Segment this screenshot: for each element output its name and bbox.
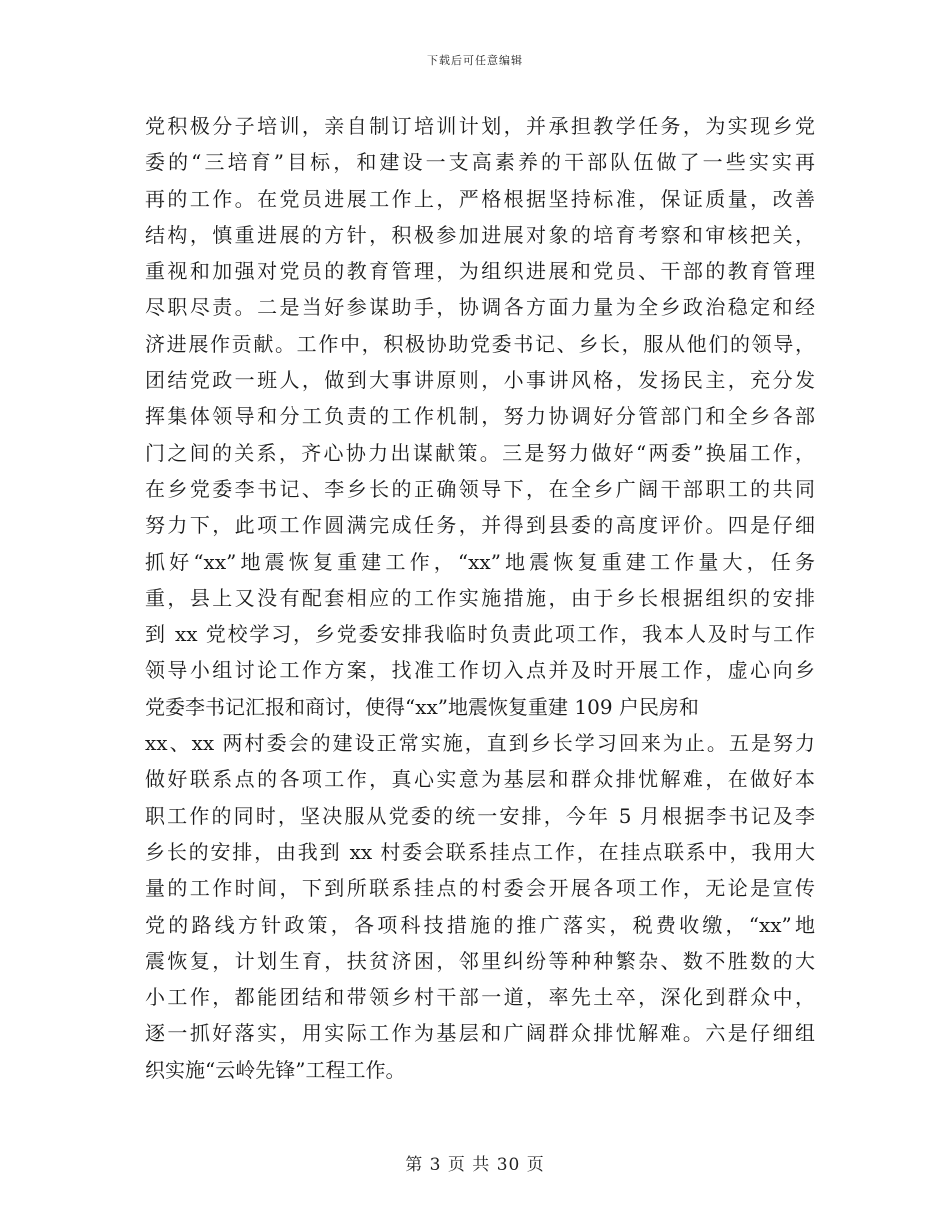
page-number: 第 3 页 共 30 页 [405,1155,545,1175]
text-line: 党积极分子培训，亲自制订培训计划，并承担教学任务，为实现乡党 [145,114,815,138]
text-line: 党的路线方针政策，各项科技措施的推广落实，税费收缴，“xx”地 [145,912,815,937]
text-line: 织实施“云岭先锋”工程工作。 [145,1057,406,1082]
text-line: 重视和加强对党员的教育管理，为组织进展和党员、干部的教育管理 [145,259,815,284]
text-line: 委的“三培育”目标，和建设一支高素养的干部队伍做了一些实实再 [145,150,815,175]
text-line: 尽职尽责。二是当好参谋助手，协调各方面力量为全乡政治稳定和经 [145,295,815,320]
text-line: 逐一抓好落实，用实际工作为基层和广阔群众排忧解难。六是仔细组 [145,1021,815,1046]
text-line: 职工作的同时，坚决服从党委的统一安排，今年 5 月根据李书记及李 [145,803,815,828]
text-line: 在乡党委李书记、李乡长的正确领导下，在全乡广阔干部职工的共同 [145,476,815,501]
text-line: 领导小组讨论工作方案，找准工作切入点并及时开展工作，虚心向乡 [145,658,815,683]
text-line: 团结党政一班人，做到大事讲原则，小事讲风格，发扬民主，充分发 [145,368,815,393]
text-line: 挥集体领导和分工负责的工作机制，努力协调好分管部门和全乡各部 [145,404,815,429]
text-line: 再的工作。在党员进展工作上，严格根据坚持标准，保证质量，改善 [145,186,815,211]
text-line: 门之间的关系，齐心协力出谋献策。三是努力做好“两委”换届工作， [145,440,815,465]
text-line: 济进展作贡献。工作中，积极协助党委书记、乡长，服从他们的领导， [145,331,815,356]
text-line: 做好联系点的各项工作，真心实意为基层和群众排忧解难，在做好本 [145,767,815,792]
text-line: 重，县上又没有配套相应的工作实施措施，由于乡长根据组织的安排 [145,585,815,610]
text-line: xx、xx 两村委会的建设正常实施，直到乡长学习回来为止。五是努力 [145,731,815,756]
text-line: 小工作，都能团结和带领乡村干部一道，率先土卒，深化到群众中， [145,985,815,1010]
page-header: 下载后可任意编辑 [427,54,523,67]
text-line: 结构，慎重进展的方针，积极参加进展对象的培育考察和审核把关， [145,222,815,247]
text-line: 量的工作时间，下到所联系挂点的村委会开展各项工作，无论是宣传 [145,876,815,901]
text-line: 党委李书记汇报和商讨，使得“xx”地震恢复重建 109 户民房和 [145,694,699,719]
text-line: 乡长的安排，由我到 xx 村委会联系挂点工作，在挂点联系中，我用大 [145,839,815,864]
text-line: 抓好“xx”地震恢复重建工作，“xx”地震恢复重建工作量大，任务 [145,549,815,574]
text-line: 努力下，此项工作圆满完成任务，并得到县委的高度评价。四是仔细 [145,513,815,538]
text-line: 震恢复，计划生育，扶贫济困，邻里纠纷等种种繁杂、数不胜数的大 [145,948,815,973]
text-line: 到 xx 党校学习，乡党委安排我临时负责此项工作，我本人及时与工作 [145,622,815,647]
body-text [145,108,815,1088]
